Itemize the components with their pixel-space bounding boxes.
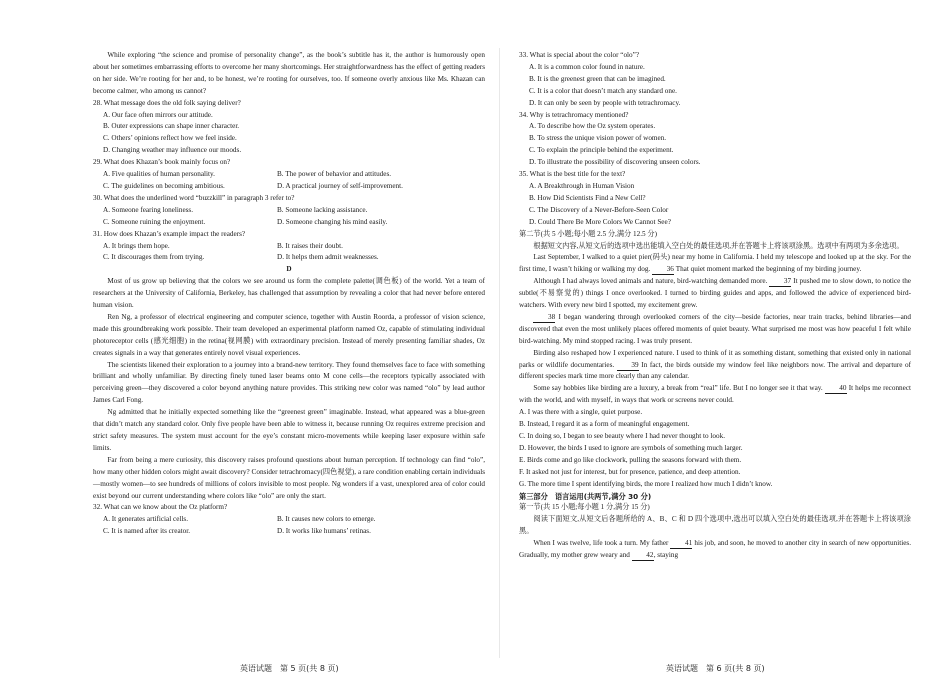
blank-36: 36 — [652, 265, 674, 275]
q34-option-d: D. To illustrate the possibility of discovering unseen colors. — [529, 158, 701, 167]
gap-option-a: A. I was there with a single, quiet purpose. — [519, 408, 643, 417]
section-d-heading: D — [286, 265, 292, 274]
q28-option-d: D. Changing weather may influence our moods. — [103, 146, 242, 155]
blank-37: 37 — [769, 277, 791, 287]
q29-options-row-1 — [103, 169, 485, 181]
gap-paragraph-1 — [519, 252, 911, 276]
gap-paragraph-3 — [519, 312, 911, 348]
question-29: 29. What does Khazan’s book mainly focus on? — [93, 158, 231, 167]
q33-option-c: C. It is a color that doesn’t match any standard one. — [529, 86, 677, 95]
q29-options-row-2 — [103, 181, 485, 193]
q34-option-c: C. To explain the principle behind the experiment. — [529, 146, 674, 155]
question-28: 28. What message does the old folk saying deliver? — [93, 98, 241, 107]
question-31: 31. How does Khazan’s example impact the readers? — [93, 229, 246, 238]
gap-text: It pushed me to slow down, to notice the subtle(不易察觉的) things I once overlooked. I turned to birding guides and apps, and followed the advice of experienced bird-watchers. With every new bird I spotted, my excitement grew. — [519, 277, 911, 310]
section-2-instructions: 根据短文内容,从短文后的选项中选出能填入空白处的最佳选项,并在答题卡上将该项涂黑。选项中有两项为多余选项。 — [533, 241, 904, 250]
gap-option-f: F. It asked not just for interest, but for presence, patience, and deep attention. — [519, 467, 741, 476]
q30-options-row-2 — [103, 217, 485, 229]
q29-option-b: B. The power of behavior and attitudes. — [277, 170, 392, 179]
gap-option-d: D. However, the birds I used to ignore are symbols of something much larger. — [519, 443, 743, 452]
q33-option-b: B. It is the greenest green that can be imagined. — [529, 74, 666, 83]
q29-option-a: A. Five qualities of human personality. — [103, 170, 215, 179]
gap-paragraph-4 — [519, 348, 911, 384]
q32-option-d: D. It works like humans’ retinas. — [277, 527, 371, 536]
blank-42: 42 — [632, 551, 654, 561]
gap-option-c: C. In doing so, I began to see beauty where I had never thought to look. — [519, 432, 725, 440]
section-1-heading: 第一节(共 15 小题;每小题 1 分,满分 15 分) — [519, 503, 650, 512]
q35-option-d: D. Could There Be More Colors We Cannot See? — [529, 217, 671, 226]
gap-text: I began wandering through overlooked corners of the city—beside factories, near train tracks, behind libraries—and discovered that even the most unlikely places offered moments of quiet beauty. What surprised me most was how peaceful I felt while bird-watching. My mind stopped racing. I was truly present. — [519, 312, 911, 345]
blank-41: 41 — [670, 539, 692, 549]
q32-options-row-1 — [103, 514, 485, 526]
q31-options-row-1 — [103, 241, 485, 253]
q30-option-c: C. Someone ruining the enjoyment. — [103, 217, 206, 226]
gap-text: Some say hobbies like birding are a luxury, a break from “real” life. But I no longer see it that way. — [533, 384, 823, 393]
question-33: 33. What is special about the color “olo”? — [519, 51, 640, 59]
q28-option-c: C. Others’ opinions reflect how we feel inside. — [103, 134, 237, 143]
q28-option-b: B. Outer expressions can shape inner character. — [103, 122, 240, 131]
q32-option-c: C. It is named after its creator. — [103, 527, 191, 536]
gap-text: It helps me reconnect with the world, and with myself, in ways that work or screens never could. — [519, 384, 912, 405]
left-column — [93, 50, 485, 538]
gap-paragraph-5 — [519, 383, 911, 407]
section-1-instructions: 阅读下面短文,从短文后各题所给的 A、B、C 和 D 四个选项中,选出可以填入空白处的最佳选项,并在答题卡上将该项涂黑。 — [519, 515, 911, 536]
page-footer-right: 英语试题 第 6 页(共 8 页) — [666, 664, 765, 673]
question-35: 35. What is the best title for the text? — [519, 170, 626, 179]
part-3-heading: 第三部分 语言运用(共两节,满分 30 分) — [519, 491, 652, 501]
q29-option-c: C. The guidelines on becoming ambitious. — [103, 181, 225, 190]
column-divider — [499, 48, 500, 658]
gap-text: That quiet moment marked the beginning of my birding journey. — [674, 265, 862, 274]
right-column — [519, 50, 911, 562]
gap-text: In fact, the birds outside my window feel like neighbors now. The arrival and departure of different species mark time more clearly than any calendar. — [519, 360, 912, 381]
blank-39: 39 — [617, 361, 639, 371]
q33-option-d: D. It can only be seen by people with tetrachromacy. — [529, 98, 681, 107]
blank-40: 40 — [825, 384, 847, 394]
q31-option-b: B. It raises their doubt. — [277, 241, 343, 250]
section-2-heading: 第二节(共 5 小题;每小题 2.5 分,满分 12.5 分) — [519, 229, 657, 238]
q35-option-c: C. The Discovery of a Never-Before-Seen Color — [529, 205, 669, 214]
q31-option-a: A. It brings them hope. — [103, 241, 170, 250]
q31-options-row-2 — [103, 252, 485, 264]
q35-option-b: B. How Did Scientists Find a New Cell? — [529, 193, 646, 202]
passage-d-paragraph-1: Most of us grow up believing that the colors we see around us form the complete palette(调色板) of the world. Yet a team of researchers at the University of California, Berkeley, has challenged that assumption by revealing a color that had never before entered human vision. — [93, 277, 485, 310]
gap-option-b: B. Instead, I regard it as a form of meaningful engagement. — [519, 420, 690, 429]
q34-option-a: A. To describe how the Oz system operates. — [529, 122, 656, 131]
gap-text: Birding also reshaped how I experienced nature. I used to think of it as something distant, something that existed only in national parks or wildlife documentaries. — [519, 348, 911, 369]
q31-option-d: D. It helps them admit weaknesses. — [277, 253, 379, 262]
q30-option-a: A. Someone fearing loneliness. — [103, 205, 194, 214]
q28-option-a: A. Our face often mirrors our attitude. — [103, 110, 213, 119]
cloze-paragraph-1 — [519, 538, 911, 562]
q32-option-a: A. It generates artificial cells. — [103, 515, 189, 524]
question-32: 32. What can we know about the Oz platform? — [93, 503, 228, 512]
q31-option-c: C. It discourages them from trying. — [103, 253, 205, 262]
q33-option-a: A. It is a common color found in nature. — [529, 62, 645, 71]
passage-d-paragraph-2: Ren Ng, a professor of electrical engineering and computer science, together with Austin Roorda, a professor of vision science, made this groundbreaking work possible. Their team developed an experimental platform named Oz, capable of stimulating individual photoreceptor cells (感光细胞) in the retina(视网膜) with extraordinary precision. Instead of merely presenting familiar shades, Oz creates signals in a way that generates entirely novel visual experiences. — [93, 312, 485, 357]
q35-option-a: A. A Breakthrough in Human Vision — [529, 181, 635, 190]
q32-options-row-2 — [103, 526, 485, 538]
q30-option-b: B. Someone lacking assistance. — [277, 205, 368, 214]
passage-d-paragraph-3: The scientists likened their exploration to a journey into a brand-new territory. They found themselves face to face with something brilliant and wholly unfamiliar. By directing finely tuned laser beams onto M cone cells—the receptors typically associated with perceiving green—they discovered a color beyond anything nature provides. This striking new color was named “olo” by lead author James Carl Fong. — [93, 360, 485, 405]
passage-d-paragraph-4: Ng admitted that he initially expected something like the “greenest green” imaginable. Instead, what appeared was a blue-green that didn’t match any standard color. Only five people have been able to witness it, because running Oz requires extreme precision and strict safety measures. The system must account for the eye’s constant micro-movements while keeping laser exposure within safe limits. — [93, 408, 485, 452]
cloze-text: When I was twelve, life took a turn. My father — [533, 539, 669, 548]
q30-option-d: D. Someone changing his mind easily. — [277, 217, 388, 226]
gap-option-g: G. The more time I spent identifying birds, the more I realized how much I didn’t know. — [519, 479, 773, 488]
q29-option-d: D. A practical journey of self-improvement. — [277, 181, 403, 190]
page-footer-left: 英语试题 第 5 页(共 8 页) — [240, 664, 339, 673]
gap-text: Last September, I walked to a quiet pier(码头) near my home in California. I held my telescope and looked up at the sky. For the first time, I wasn’t hiking or walking my dog. — [519, 253, 911, 274]
cloze-text: , staying — [653, 551, 679, 560]
gap-option-e: E. Birds come and go like clockwork, pulling the seasons forward with them. — [519, 455, 742, 464]
blank-38: 38 — [533, 313, 555, 323]
passage-c-paragraph: While exploring “the science and promise of personality change”, as the book’s subtitle has it, the author is humorously open about her sometimes embarrassing efforts to overcome her many shortcomings. Her straightforwardness has the effect of getting readers on her side. We’re rooting for her and, to be honest, we’re rooting for ourselves, too. If someone overly anxious like Ms. Khazan can become calmer, who among us cannot? — [93, 51, 485, 95]
gap-text: Although I had always loved animals and nature, bird-watching demanded more. — [533, 277, 768, 286]
passage-d-paragraph-5: Far from being a mere curiosity, this discovery raises profound questions about human perception. If technology can find “olo”, how many other hidden colors might await discovery? Consider tetrachromacy(四色视觉), a rare condition enabling certain individuals—mostly women—to see hundreds of millions of colors invisible to most people. Ng wonders if a vast, unexplored area of color could exist beyond our current understanding where colors like “olo” are only the start. — [93, 455, 485, 500]
question-34: 34. Why is tetrachromacy mentioned? — [519, 110, 629, 119]
cloze-text: his job, and soon, he moved to another city in search of new opportunities. Gradually, my mother grew weary and — [519, 539, 911, 560]
gap-paragraph-2 — [519, 276, 911, 312]
q32-option-b: B. It causes new colors to emerge. — [277, 515, 376, 524]
q34-option-b: B. To stress the unique vision power of women. — [529, 134, 667, 143]
q30-options-row-1 — [103, 205, 485, 217]
question-30: 30. What does the underlined word “buzzkill” in paragraph 3 refer to? — [93, 193, 295, 202]
